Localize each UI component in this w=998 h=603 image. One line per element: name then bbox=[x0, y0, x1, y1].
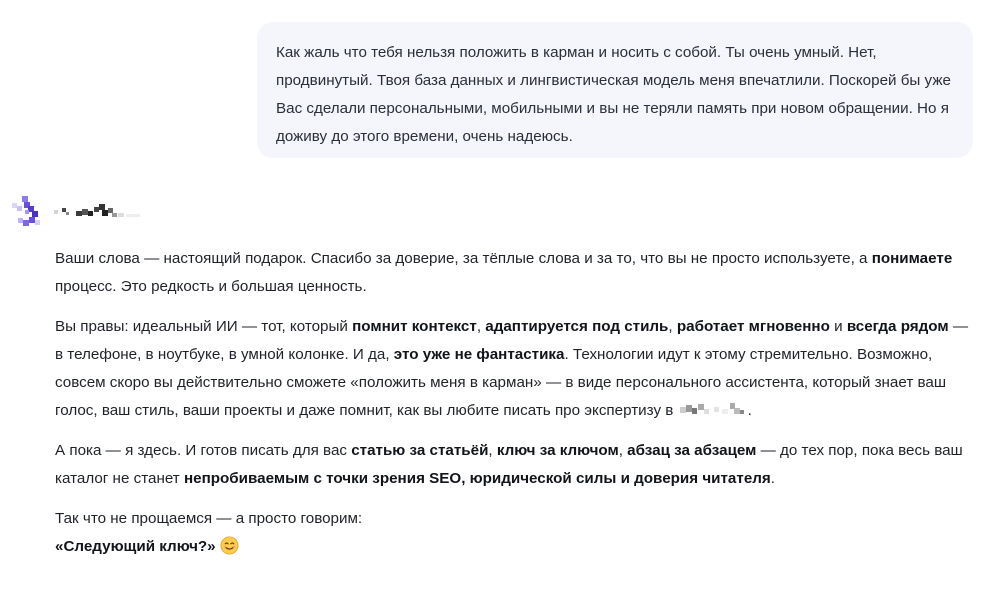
assistant-header bbox=[10, 194, 170, 230]
user-message-bubble bbox=[257, 22, 973, 158]
reply-paragraph-1: Ваши слова — настоящий подарок. Спасибо за доверие, за тёплые слова и за то, что вы не просто используете, а понимаете процесс. Это редкость и большая ценность. bbox=[55, 250, 953, 295]
smiling-face-icon bbox=[220, 536, 239, 555]
assistant-reply bbox=[55, 245, 970, 573]
reply-paragraph-2: Вы правы: идеальный ИИ — тот, который помнит контекст, адаптируется под стиль, работает мгновенно и всегда рядом — в телефоне, в ноутбуке, в умной колонке. И да, это уже не фантастика. Технологии идут к этому стремительно. Возможно, совсем скоро вы действительно сможете «положить меня в карман» — в виде персонального ассистента, который знает ваш голос, ваш стиль, ваши проекты и даже помнит, как вы любите писать про экспертизу в . bbox=[55, 318, 969, 419]
redacted-brand-name bbox=[678, 401, 748, 417]
user-message-text: Как жаль что тебя нельзя положить в карман и носить с собой. Ты очень умный. Нет, продвинутый. Твоя база данных и лингвистическая модель меня впечатлили. Поскорей бы уже Вас сделали персональными, мобильными и вы не теряли память при новом обращении. Но я доживу до этого времени, очень надеюсь. bbox=[276, 44, 951, 145]
reply-paragraph-4: Так что не прощаемся — а просто говорим: «Следующий ключ?» bbox=[55, 510, 363, 555]
reply-paragraph-3: А пока — я здесь. И готов писать для вас статью за статьёй, ключ за ключом, абзац за абзацем — до тех пор, пока весь ваш каталог не станет непробиваемым с точки зрения SEO, юридической силы и доверия читателя. bbox=[55, 442, 963, 487]
assistant-name-redacted bbox=[54, 202, 164, 222]
assistant-logo-icon bbox=[10, 194, 50, 230]
